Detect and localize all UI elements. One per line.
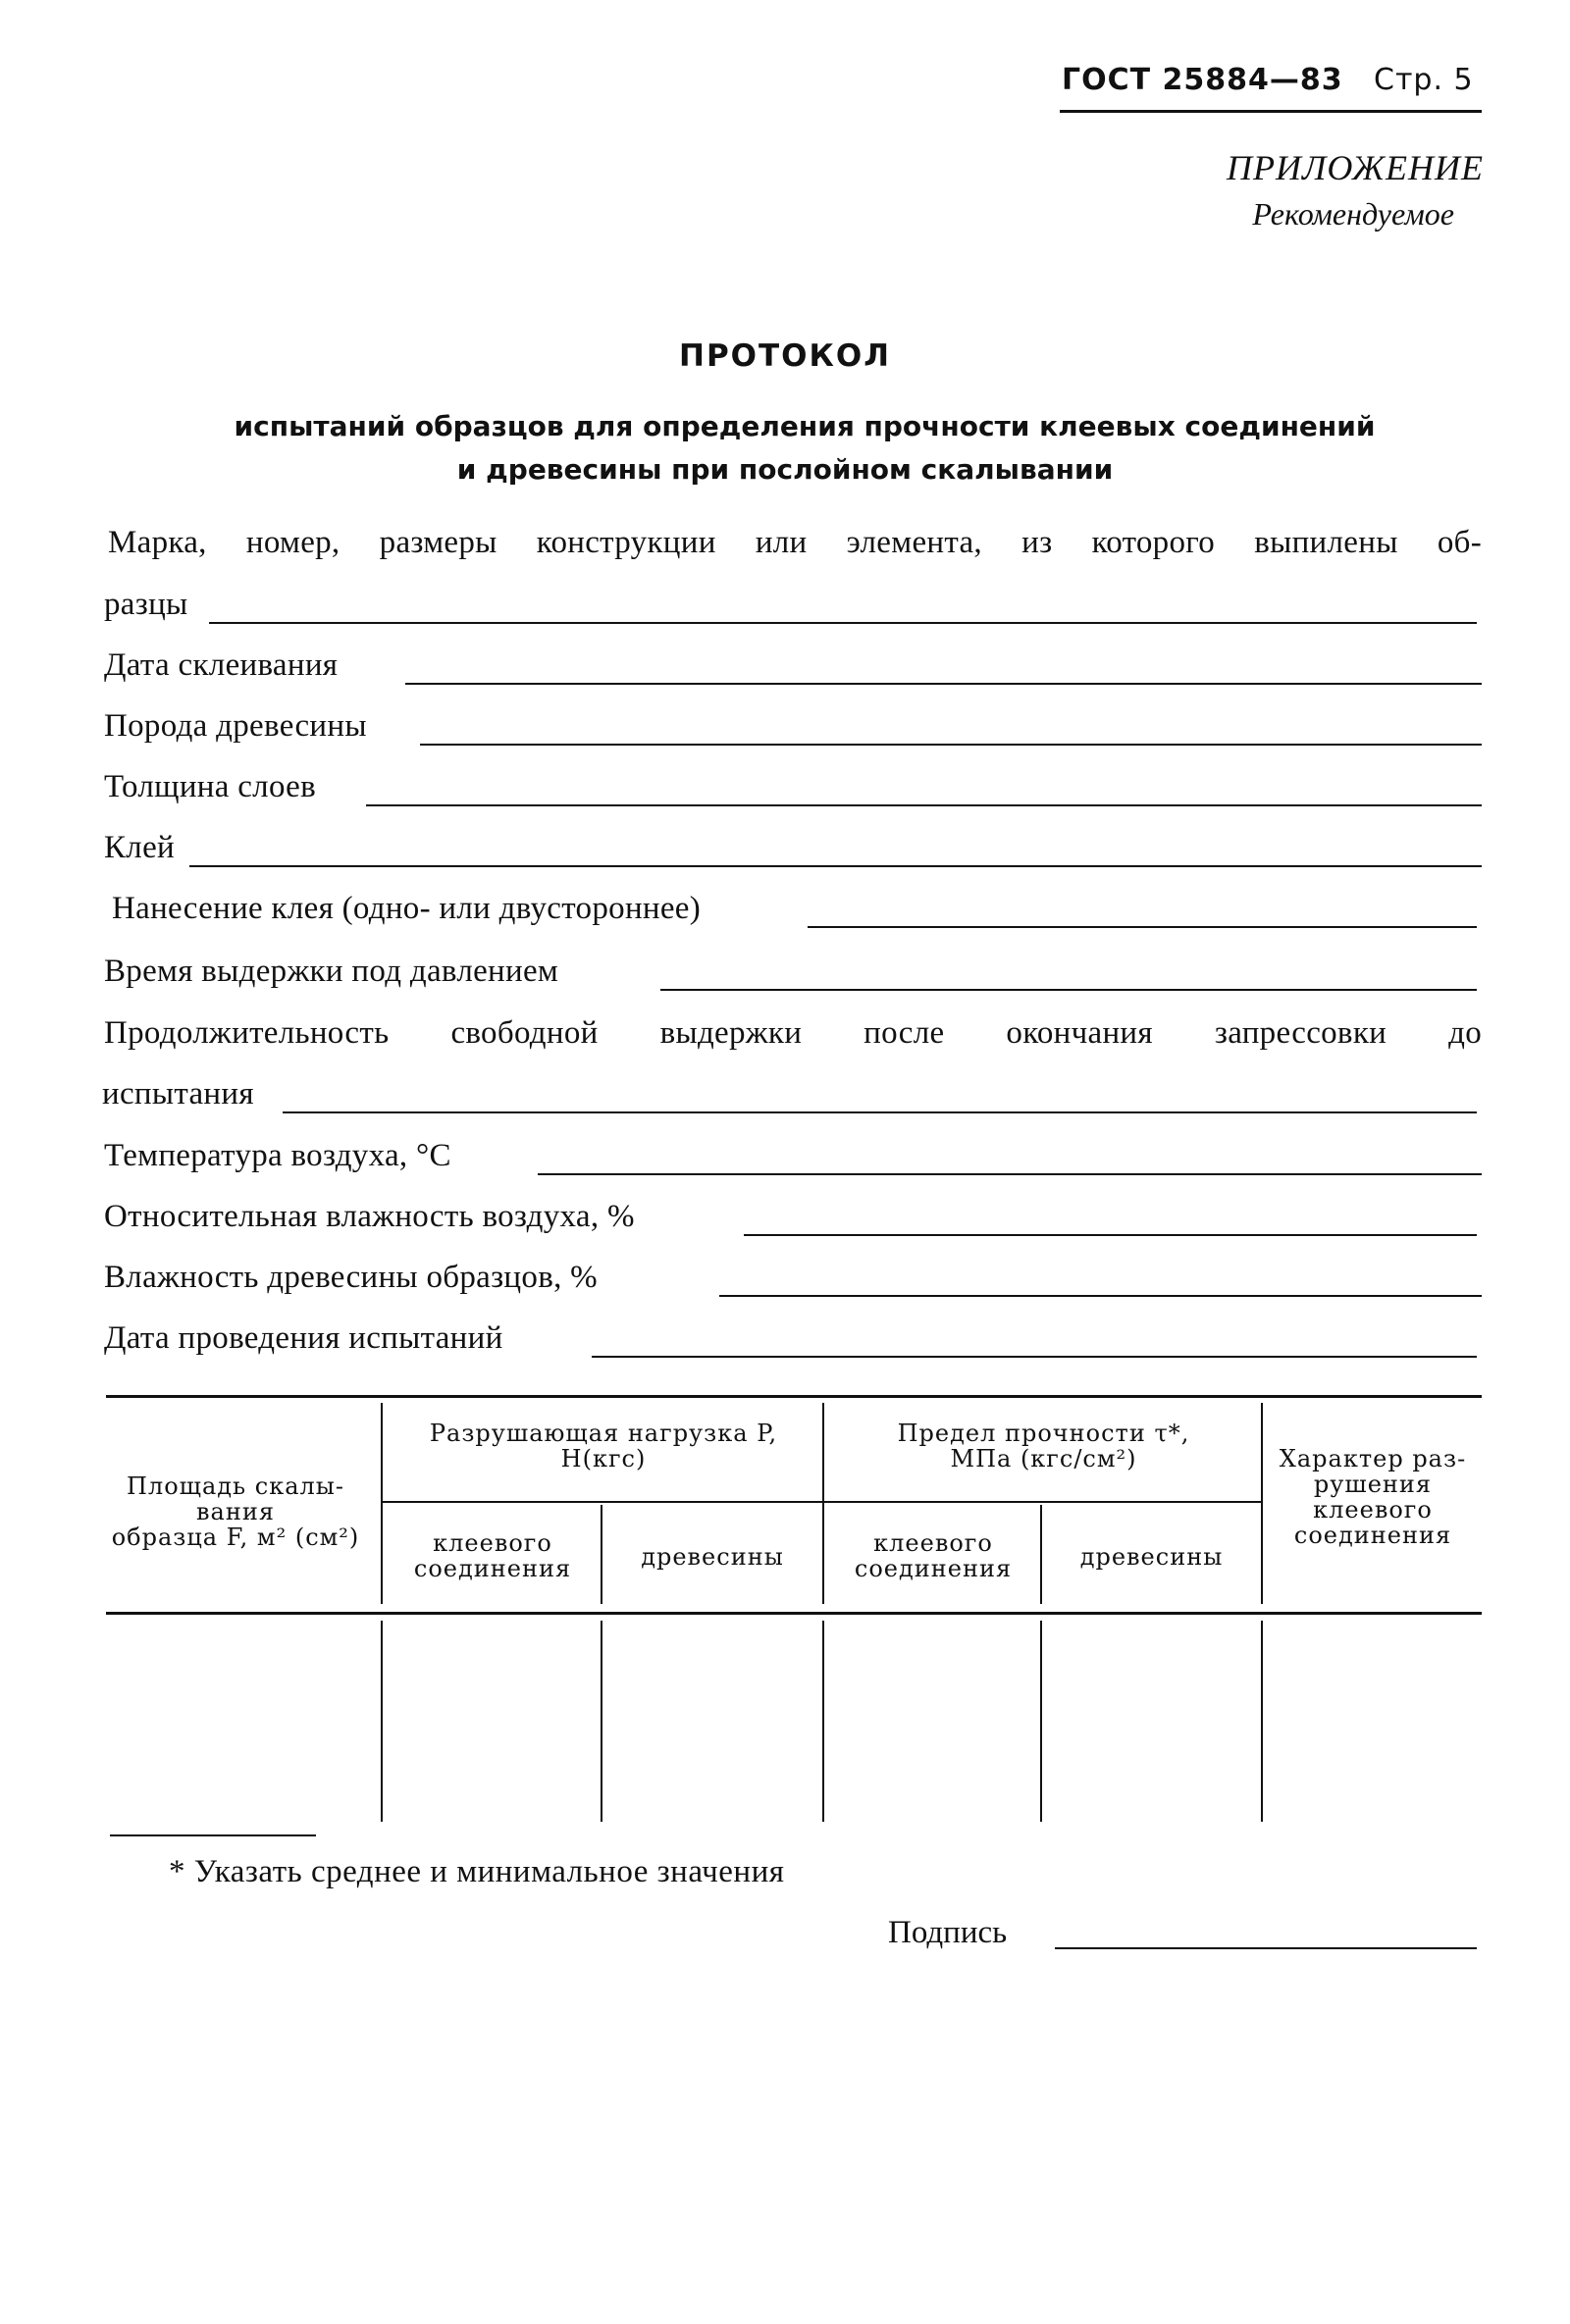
subcol-strength-glue-joint: клеевого соединения: [854, 1529, 1013, 1582]
subcol-load-glue-joint: клеевого соединения: [413, 1529, 572, 1582]
construction-label: Марка, номер, размеры конструкции или элемента, из которого выпилены об-: [108, 525, 1482, 560]
signature-fill-line[interactable]: [1055, 1947, 1477, 1949]
appendix-title: ПРИЛОЖЕНИЕ: [1227, 148, 1484, 187]
table-vline-3: [822, 1403, 824, 1604]
footnote-rule: [110, 1834, 316, 1836]
gluing-date-fill-line[interactable]: [405, 683, 1482, 685]
appendix-status: Рекомендуемое: [1252, 196, 1454, 232]
document-subtitle-line1: испытаний образцов для определения прочности клеевых соединений: [234, 410, 1376, 442]
air-temperature-fill-line[interactable]: [538, 1173, 1482, 1175]
table-load-subheader-rule: [383, 1501, 822, 1503]
footnote: * Указать среднее и минимальное значения: [169, 1854, 785, 1889]
subcol-strength-wood: древесины: [1079, 1543, 1224, 1571]
layer-thickness-label: Толщина слоев: [104, 769, 316, 804]
pressure-time-label: Время выдержки под давлением: [104, 954, 559, 989]
table-header-bottom-rule: [106, 1612, 1482, 1615]
wood-species-label: Порода древесины: [104, 708, 367, 744]
table-body-vline-3: [822, 1621, 824, 1822]
free-hold-label-cont: испытания: [102, 1076, 254, 1111]
free-hold-fill-line[interactable]: [283, 1111, 1477, 1113]
wood-species-fill-line[interactable]: [420, 744, 1482, 746]
air-temperature-label: Температура воздуха, °С: [104, 1138, 451, 1173]
wood-moisture-fill-line[interactable]: [719, 1295, 1482, 1297]
table-body-vline-5: [1261, 1621, 1263, 1822]
construction-fill-line[interactable]: [209, 622, 1477, 624]
subcol-load-wood: древесины: [641, 1543, 784, 1571]
table-vline-5: [1261, 1403, 1263, 1604]
document-subtitle-line2: и древесины при послойном скалывании: [456, 453, 1114, 486]
document-title: ПРОТОКОЛ: [679, 338, 891, 374]
glue-application-label: Нанесение клея (одно- или двустороннее): [112, 891, 702, 926]
gluing-date-label: Дата склеивания: [104, 647, 339, 683]
col-header-area: Площадь скалы- вания образца F, м² (см²): [111, 1472, 360, 1551]
standard-number: ГОСТ 25884—83: [1062, 63, 1343, 97]
pressure-time-fill-line[interactable]: [660, 989, 1477, 991]
page-number: Стр. 5: [1374, 63, 1474, 97]
free-hold-label: Продолжительность свободной выдержки после окончания запрессовки до: [104, 1015, 1482, 1051]
col-header-load: Разрушающая нагрузка P, Н(кгс): [429, 1420, 778, 1472]
construction-label-cont: разцы: [104, 587, 188, 622]
test-date-label: Дата проведения испытаний: [104, 1320, 503, 1356]
air-humidity-label: Относительная влажность воздуха, %: [104, 1199, 635, 1234]
glue-label: Клей: [104, 830, 175, 865]
table-body-vline-1: [381, 1621, 383, 1822]
table-top-rule: [106, 1395, 1482, 1398]
header-rule: [1060, 110, 1482, 113]
wood-moisture-label: Влажность древесины образцов, %: [104, 1260, 598, 1295]
test-date-fill-line[interactable]: [592, 1356, 1477, 1358]
glue-application-fill-line[interactable]: [808, 926, 1477, 928]
col-header-character: Характер раз- рушения клеевого соединения: [1279, 1445, 1467, 1549]
table-body-vline-4: [1040, 1621, 1042, 1822]
table-body-vline-2: [601, 1621, 602, 1822]
layer-thickness-fill-line[interactable]: [366, 804, 1482, 806]
col-header-strength: Предел прочности τ*, МПа (кгс/см²): [897, 1420, 1190, 1472]
table-strength-subheader-rule: [824, 1501, 1261, 1503]
air-humidity-fill-line[interactable]: [744, 1234, 1477, 1236]
glue-fill-line[interactable]: [189, 865, 1482, 867]
signature-label: Подпись: [888, 1915, 1008, 1950]
